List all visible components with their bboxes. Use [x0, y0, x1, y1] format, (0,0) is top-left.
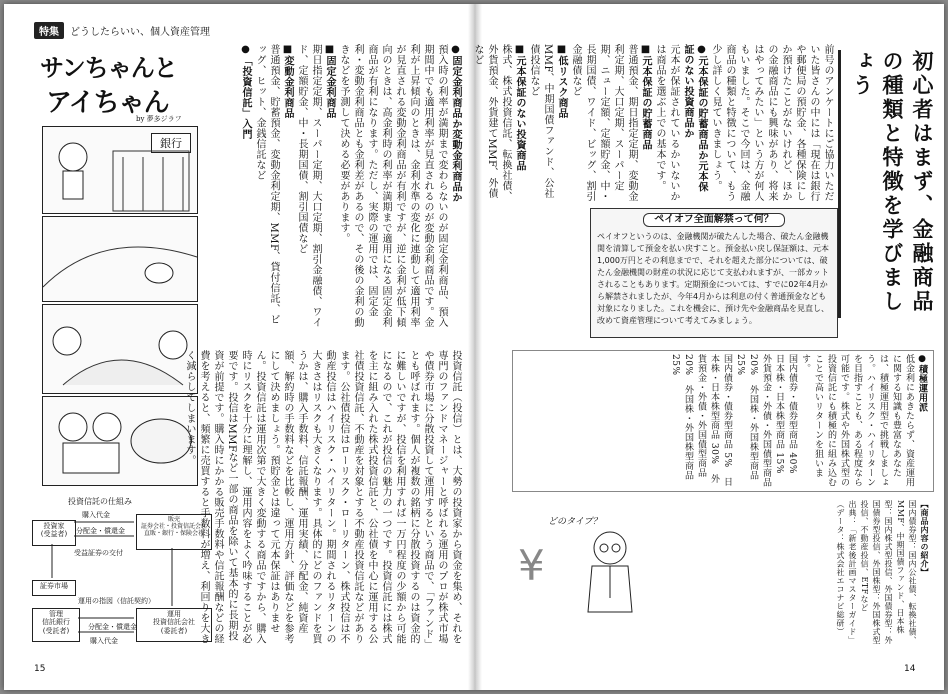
right-para-3: MMF、中期国債ファンド、公社債投信など — [528, 44, 553, 199]
comic-title — [40, 44, 190, 124]
investor-box: 投資家 (受益者) — [32, 520, 76, 546]
feature-tag: 特集 — [34, 22, 64, 39]
page-number-left: 15 — [34, 664, 46, 674]
magazine-spread — [4, 4, 944, 690]
right-heading-2: ■元本保証の貯蓄商品 — [640, 44, 651, 150]
left-para-4: 投資信託（投信）とは、大勢の投資家から資金を集め、それを専門のファンドマネージャーと呼ばれる運用のプロが株式市場や債券市場に分散投資して運用するという商品で、「ファンド」とも呼ばれます。個人が複数の銘柄に分散投資するのは資金的に難しいですが、投信を利用すれば一万円程度の少額から可能になるので、これが投信の魅力の一つです。投資信託には株式を主に組み入れた株式投資信託と、公社債を中心に運用する公社債投資信託、不動産を対象とする不動産投資信託などがあります。公社債投信はローリスク・ローリターン、株式投信は不動産投信はハイリスク・ハイリターン。期間されるリターンの大きさはリスクも大きくなります。具体的にどのファンドを買うかは、購入手数料、信託報酬、運用実績、分配金、純資産額、解約時の手数料などを比較し、運用方針、評価などを参考にして決めましょう。預貯金とは違って元本保証はありません。投資信託は運用次第で大きく変動する商品ですから、購入時にリスクを十分に理解し、運用内容をよく吟味することが必要です。投信はMMFなど一部の商品を除いて基本的に長期投資が前提です。購入時にかかる販売手数料や信託報酬などの経費を考えると、頻繁に売買すると手数料が増え、利回りを大きく減らしてしまいます。 — [184, 350, 461, 645]
right-para-2: 普通預金、期日指定定期、変動金利定期、大口定期、スーパー定期、ニュー定額、定額貯金、中・長期国債、ワイド、ビッグ、割引金融債など — [570, 44, 637, 202]
diagram-arrows — [32, 496, 208, 646]
page-number-right: 14 — [904, 664, 916, 674]
cartoon-bubble: どのタイプ？ — [548, 517, 602, 527]
comic-panel-1 — [42, 126, 198, 214]
market-box: 証券市場 — [32, 580, 76, 596]
product-list-text: 国内債券型：国内公社債、転換社債、MMF、中期国債ファンド、日本株型：国内株式型投信、外国債券型：外国債券型投信、外国株型：外国株式型投信、不動産投信、ETFなど — [860, 500, 917, 645]
left-para-2: 期日指定定期、スーパー定期、大口定期、割引金融債、ワイド、定額貯金、中・長期国債、割引国債など — [296, 44, 321, 328]
right-column-top — [472, 44, 834, 202]
left-heading-1: ●固定金利商品か変動金利商品か — [450, 44, 461, 203]
comic-title-line2: アイちゃん — [46, 88, 169, 118]
investment-type-text — [518, 354, 928, 488]
comic-title-line1: サンちゃんと — [40, 53, 177, 82]
seller-box: 販売 証券会社・投資信託会社 直販・銀行・保険会社 — [136, 514, 212, 550]
left-column-bottom — [184, 350, 462, 646]
right-heading-4: ■元本保証のない投資商品 — [514, 44, 525, 171]
allocation-a: 国内債券・債券型商品 40% 日本株・日本株型商品 15% 外貨預金・外債・外国債型商品 20% 外国株・外国株型商品 25% — [735, 354, 797, 487]
product-list — [654, 500, 930, 650]
left-heading-2: ■固定金利商品 — [324, 44, 335, 119]
diagram-title: 投資信託の仕組み — [68, 497, 132, 506]
bank-sign: 銀行 — [151, 133, 191, 153]
article-title: 初心者はまず、金融商品の種類と特徴を学びましょう — [838, 50, 937, 318]
flow-buy2: 購入代金 — [90, 637, 118, 645]
left-heading-3: ■変動金利商品 — [282, 44, 293, 119]
right-para-4: 株式、株式投資信託、転換社債、外貨預金、外貨建てMMF、外債など — [472, 44, 511, 202]
flow-dist2: 分配金・償還金 — [88, 623, 137, 631]
investment-trust-diagram — [32, 496, 208, 646]
flow-cert: 受益証券の交付 — [74, 549, 123, 557]
left-heading-4: ●「投資信託」入門 — [240, 44, 251, 140]
characters-illustration — [43, 305, 197, 393]
comic-panel-4 — [42, 396, 198, 486]
businessman-cartoon — [514, 508, 644, 618]
right-intro: 前号のアンケートにご協力いただいた皆さんの中には「現在は銀行や郵便局の預貯金、各種保険にしか預けたことがないけれど、ほかの金融商品にも興味があり、将来はやってみたい」という方が何人もいました。そこで今回は、金融商品の種類と特徴について、もう少し詳しく見ていきましょう。 — [710, 44, 833, 202]
flow-dist: 分配金・償還金 — [76, 527, 125, 535]
right-heading-3: ■低リスク商品 — [556, 44, 567, 119]
allocation-b: 国内債券・債券型商品 5% 日本株・日本株型商品 30% 外貨預金・外債・外国債型商品 20% 外国株・外国株型商品 25% — [670, 354, 732, 487]
payoff-title: ペイオフ全面解禁って何？ — [643, 213, 785, 227]
source-note: 出典：「新老後計画マスターガイド」（データ：株式会社エコナビ総研） — [836, 500, 857, 645]
comic-panel-2 — [42, 216, 198, 302]
left-para-1: 預入時の利率が満期まで変わらないのが固定金利商品、預入期間中でも適用利率が見直されるのが変動金利商品です。金利が上昇傾向のときは、金利水準の変化に連動して適用利率が見直される変動金利商品が有利ですが、逆に金利が低下傾向のときは、高金利時の利率が満期まで適用になる固定金利商品が有利になります。ただし、実際の運用では、固定金利・変動金利商品とも金利差があるので、その後の金利の動きなどを予測して決める必要があります。 — [338, 44, 447, 328]
flow-buy: 購入代金 — [82, 511, 110, 519]
trustee-box: 管理 信託銀行 (受託者) — [32, 608, 80, 642]
comic-panel-3 — [42, 304, 198, 394]
aggressive-text: 低金利にあきたらず、資産運用に関する知識も豊富なあなたは、積極運用型で挑戦しましょう。ハイリスク・ハイリターンを目指すことも、ある程度なら可能です。株式や外国株式型の投資信託にも積極的に組み込むことで高いリターンを狙います。 — [800, 354, 914, 487]
flow-order: 運用の指図（信託契約） — [78, 597, 155, 605]
page-gutter — [468, 4, 482, 690]
header-text: どうしたらいい、個人資産管理 — [70, 27, 210, 38]
right-column-mid — [510, 206, 586, 338]
right-para-1: 元本が保証されているかいないかは商品を選ぶ上での基本です。 — [654, 44, 679, 202]
payoff-text: ペイオフというのは、金融機関が破たんした場合、破たん金融機関を清算して預金を払い戻すこと。預金払い戻し保証額は、元本1,000万円とその利息までで、それを超えた部分については、破たん金融機関の財産の状況に応じて支払われますが、一部カットされることもあります。定期預金については、すでに02年4月から解禁されましたが、今年4月からは利息の付く普通預金なども対象になりました。これを機会に、預け先や金融商品を見直し、改めて資産管理について考えてみましょう。 — [597, 232, 829, 325]
piggy-bank-illustration — [43, 217, 197, 301]
yen-man-illustration — [514, 508, 644, 618]
aggressive-heading: ●積極運用派 — [917, 354, 927, 412]
manager-box: 運用 投資信託会社 (委託者) — [136, 608, 212, 642]
right-heading-1: ●元本保証の貯蓄商品か元本保証のない投資商品か — [682, 44, 707, 192]
bank-building-illustration — [43, 127, 197, 213]
left-para-3: 普通預金、貯蓄預金、変動金利定期、MMF、貸付信託、ビッグ、ヒット、金銭信託など — [254, 44, 279, 325]
kids-and-pig-illustration — [43, 397, 197, 485]
payoff-box — [590, 208, 838, 338]
section-header — [34, 22, 210, 39]
svg-text:¥: ¥ — [518, 541, 545, 590]
comic-byline: by 夢多ジラフ — [136, 115, 182, 123]
left-column-top — [200, 44, 462, 334]
product-list-heading: 【商品内容の紹介】 — [920, 500, 929, 577]
